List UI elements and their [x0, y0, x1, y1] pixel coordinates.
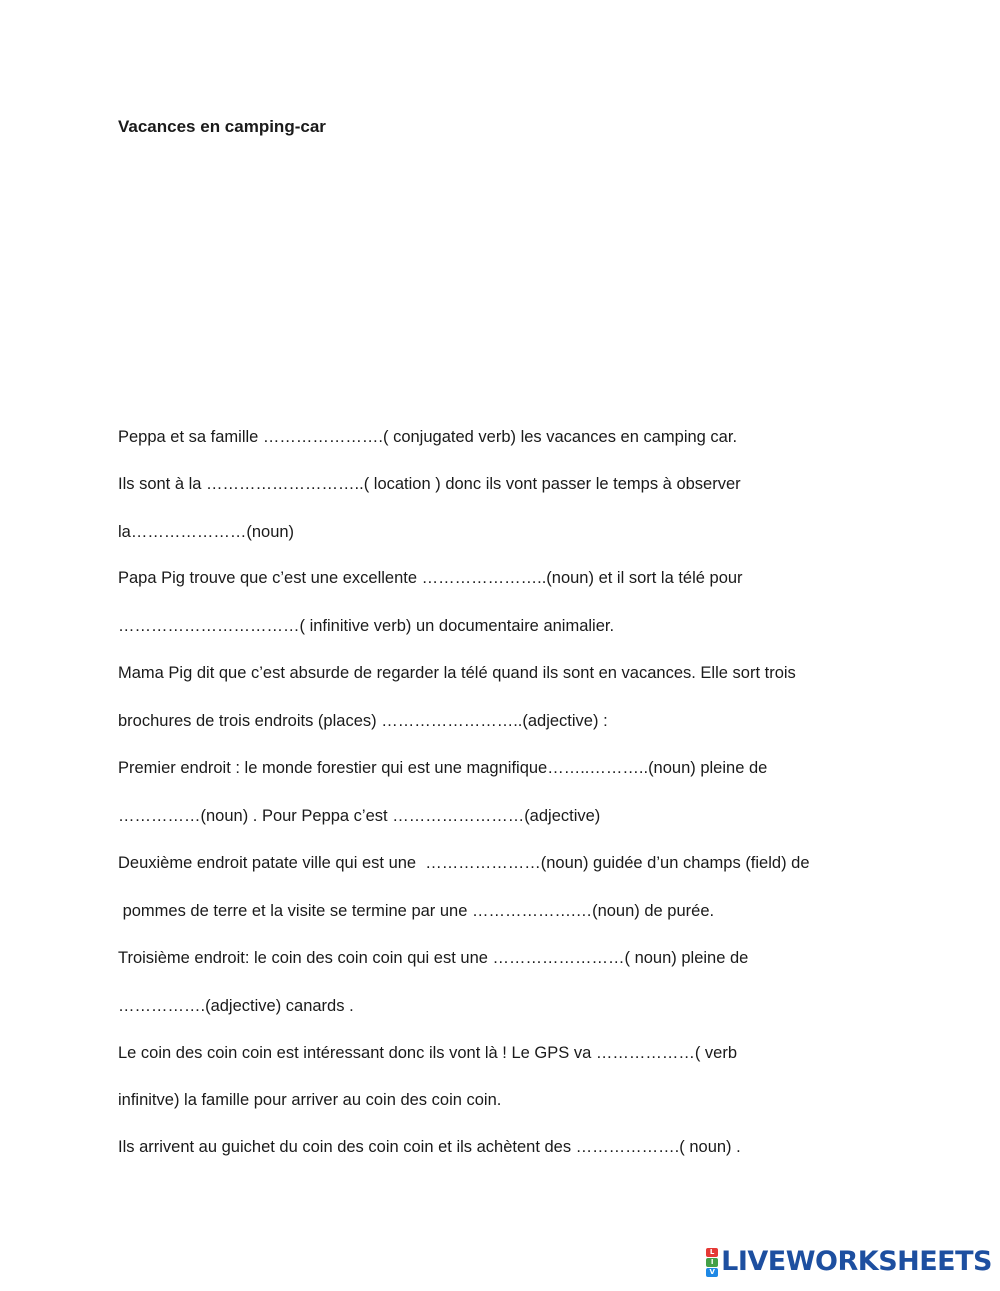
liveworksheets-logo — [706, 1247, 992, 1277]
worksheet-line: Le coin des coin coin est intéressant donc ils vont là ! Le GPS va ………………( verb — [118, 1044, 738, 1062]
page-title: Vacances en camping-car — [118, 117, 326, 136]
worksheet-line: brochures de trois endroits (places) ……………………..(adjective) : — [118, 712, 608, 730]
worksheet-line: Premier endroit : le monde forestier qui est une magnifique……..………..(noun) pleine de — [118, 759, 768, 777]
worksheet-line: infinitve) la famille pour arriver au coin des coin coin. — [118, 1091, 502, 1109]
worksheet-line: ……………(noun) . Pour Peppa c’est ……………………(adjective) — [118, 807, 601, 825]
worksheet-line: Mama Pig dit que c’est absurde de regarder la télé quand ils sont en vacances. Elle sort trois — [118, 664, 796, 682]
worksheet-line: …………….(adjective) canards . — [118, 997, 354, 1015]
worksheet-line: la…………………(noun) — [118, 523, 295, 541]
worksheet-line: Troisième endroit: le coin des coin coin qui est une ……………………( noun) pleine de — [118, 949, 749, 967]
worksheet-line: pommes de terre et la visite se termine par une ……………….…(noun) de purée. — [118, 902, 715, 920]
worksheet-line: ……………………………( infinitive verb) un documentaire animalier. — [118, 617, 615, 635]
logo-mark-icon — [706, 1248, 718, 1277]
logo-mark-letter: I — [706, 1258, 718, 1267]
worksheet-line: Papa Pig trouve que c’est une excellente …………………..(noun) et il sort la télé pour — [118, 569, 743, 587]
logo-text: LIVEWORKSHEETS — [721, 1246, 992, 1277]
logo-mark-letter: L — [706, 1248, 718, 1257]
worksheet-line: Deuxième endroit patate ville qui est une …………………(noun) guidée d’un champs (field) de — [118, 854, 810, 872]
logo-mark-letter: V — [706, 1268, 718, 1277]
worksheet-line: Ils arrivent au guichet du coin des coin coin et ils achètent des ……………….( noun) . — [118, 1138, 741, 1156]
worksheet-line: Ils sont à la ………………………..( location ) donc ils vont passer le temps à observer — [118, 475, 741, 493]
worksheet-line: Peppa et sa famille ………………….( conjugated verb) les vacances en camping car. — [118, 428, 738, 446]
